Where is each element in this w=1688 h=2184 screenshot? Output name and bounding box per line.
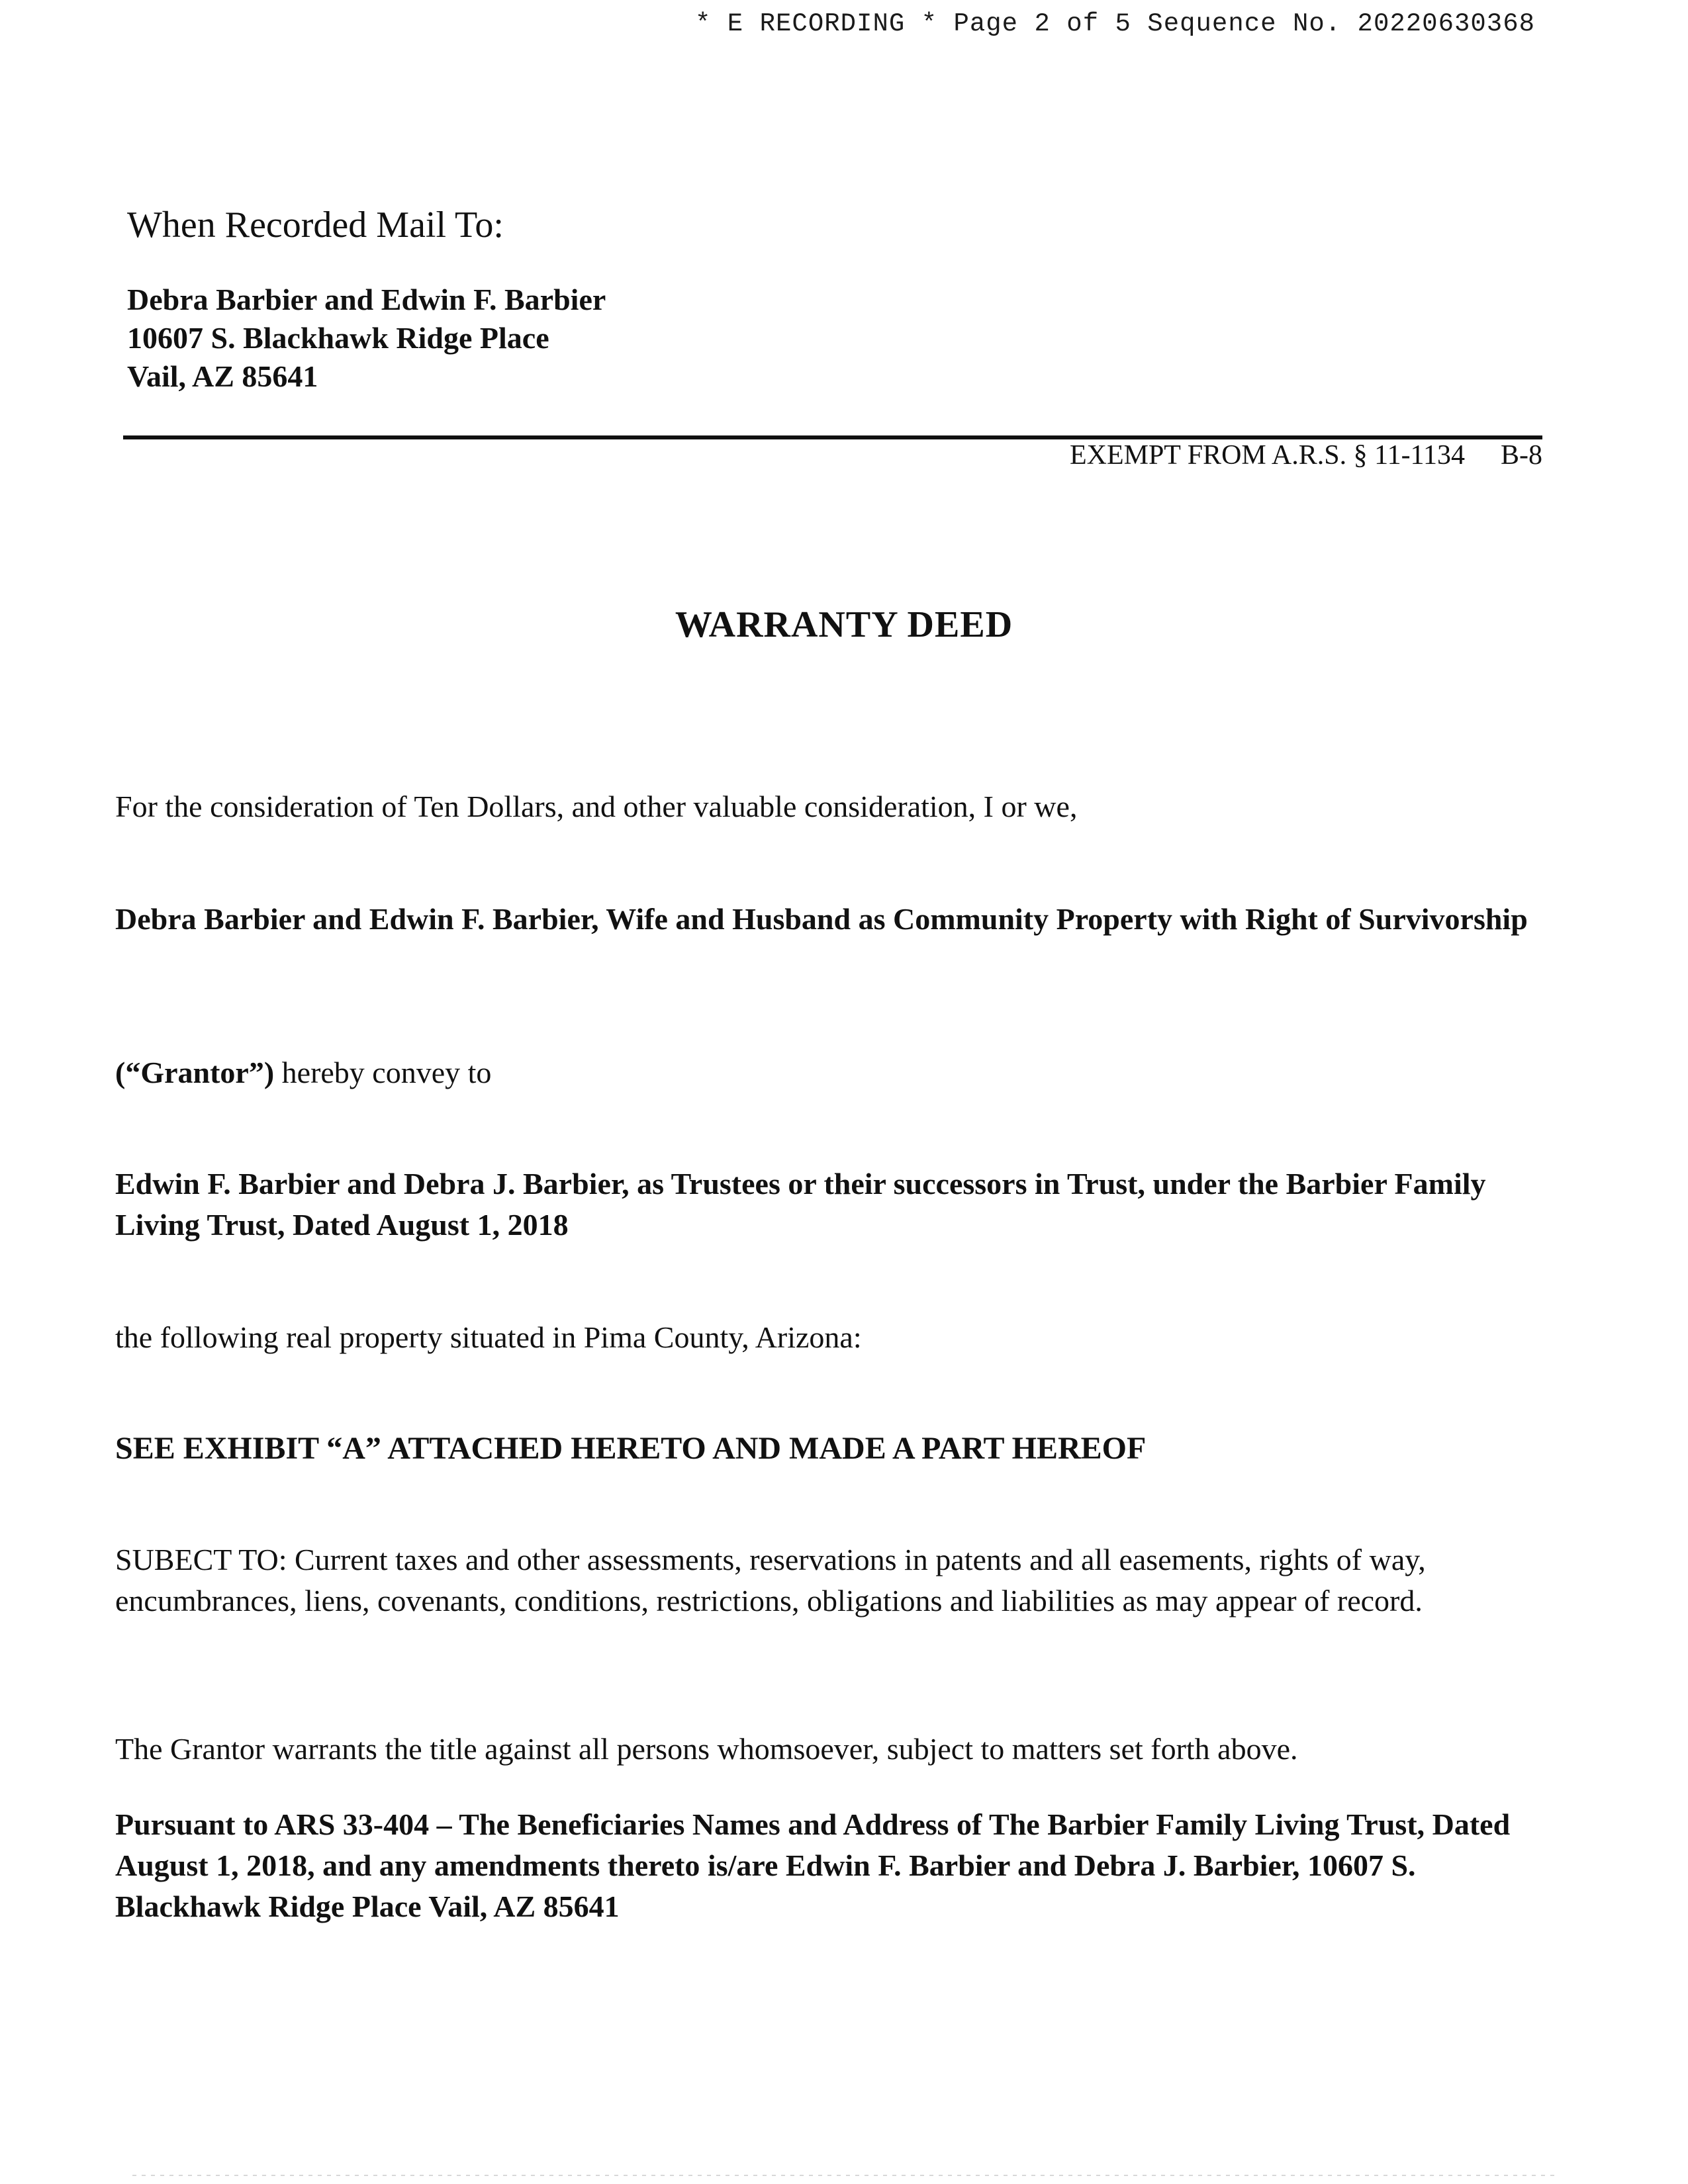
exemption-line [1013,439,1542,471]
grantee-names: Edwin F. Barbier and Debra J. Barbier, as Trustees or their successors in Trust, under the Barbier Family Living Trust, Dated August 1, 2018 [115,1167,1486,1242]
mail-to-city-state-zip: Vail, AZ 85641 [127,359,318,393]
exemption-code: B-8 [1501,440,1542,471]
pursuant-paragraph: Pursuant to ARS 33-404 – The Beneficiaries Names and Address of The Barbier Family Living Trust, Dated August 1, 2018, and any amendments thereto is/are Edwin F. Barbier and Debra J. Barbier, 10607 S. Blackhawk Ridge Place Vail, AZ 85641 [115,1807,1511,1923]
mail-to-address [127,281,606,396]
subject-to-paragraph: SUBECT TO: Current taxes and other assessments, reservations in patents and all easements, rights of way, encumbrances, liens, covenants, conditions, restrictions, obligations and liabilities as may appear of record. [115,1543,1426,1617]
convey-text: hereby convey to [274,1056,492,1089]
mail-to-heading: When Recorded Mail To: [127,205,504,246]
recording-stamp: * E RECORDING * Page 2 of 5 Sequence No. 20220630368 [695,9,1535,38]
convey-paragraph [115,1052,1552,1093]
grantor-label: (“Grantor”) [115,1056,275,1089]
consideration-paragraph: For the consideration of Ten Dollars, and other valuable consideration, I or we, [115,790,1078,823]
grantor-names: Debra Barbier and Edwin F. Barbier, Wife and Husband as Community Property with Right of Survivorship [115,902,1528,936]
scan-artifact-line [132,2175,1556,2176]
mail-to-street: 10607 S. Blackhawk Ridge Place [127,321,549,355]
warranty-paragraph: The Grantor warrants the title against all persons whomsoever, subject to matters set forth above. [115,1732,1298,1766]
document-title: WARRANTY DEED [675,604,1013,645]
exemption-text: EXEMPT FROM A.R.S. § 11-1134 [1069,440,1465,471]
property-location: the following real property situated in Pima County, Arizona: [115,1320,862,1354]
mail-to-name: Debra Barbier and Edwin F. Barbier [127,283,606,316]
exhibit-reference: SEE EXHIBIT “A” ATTACHED HERETO AND MADE A PART HEREOF [115,1431,1147,1466]
